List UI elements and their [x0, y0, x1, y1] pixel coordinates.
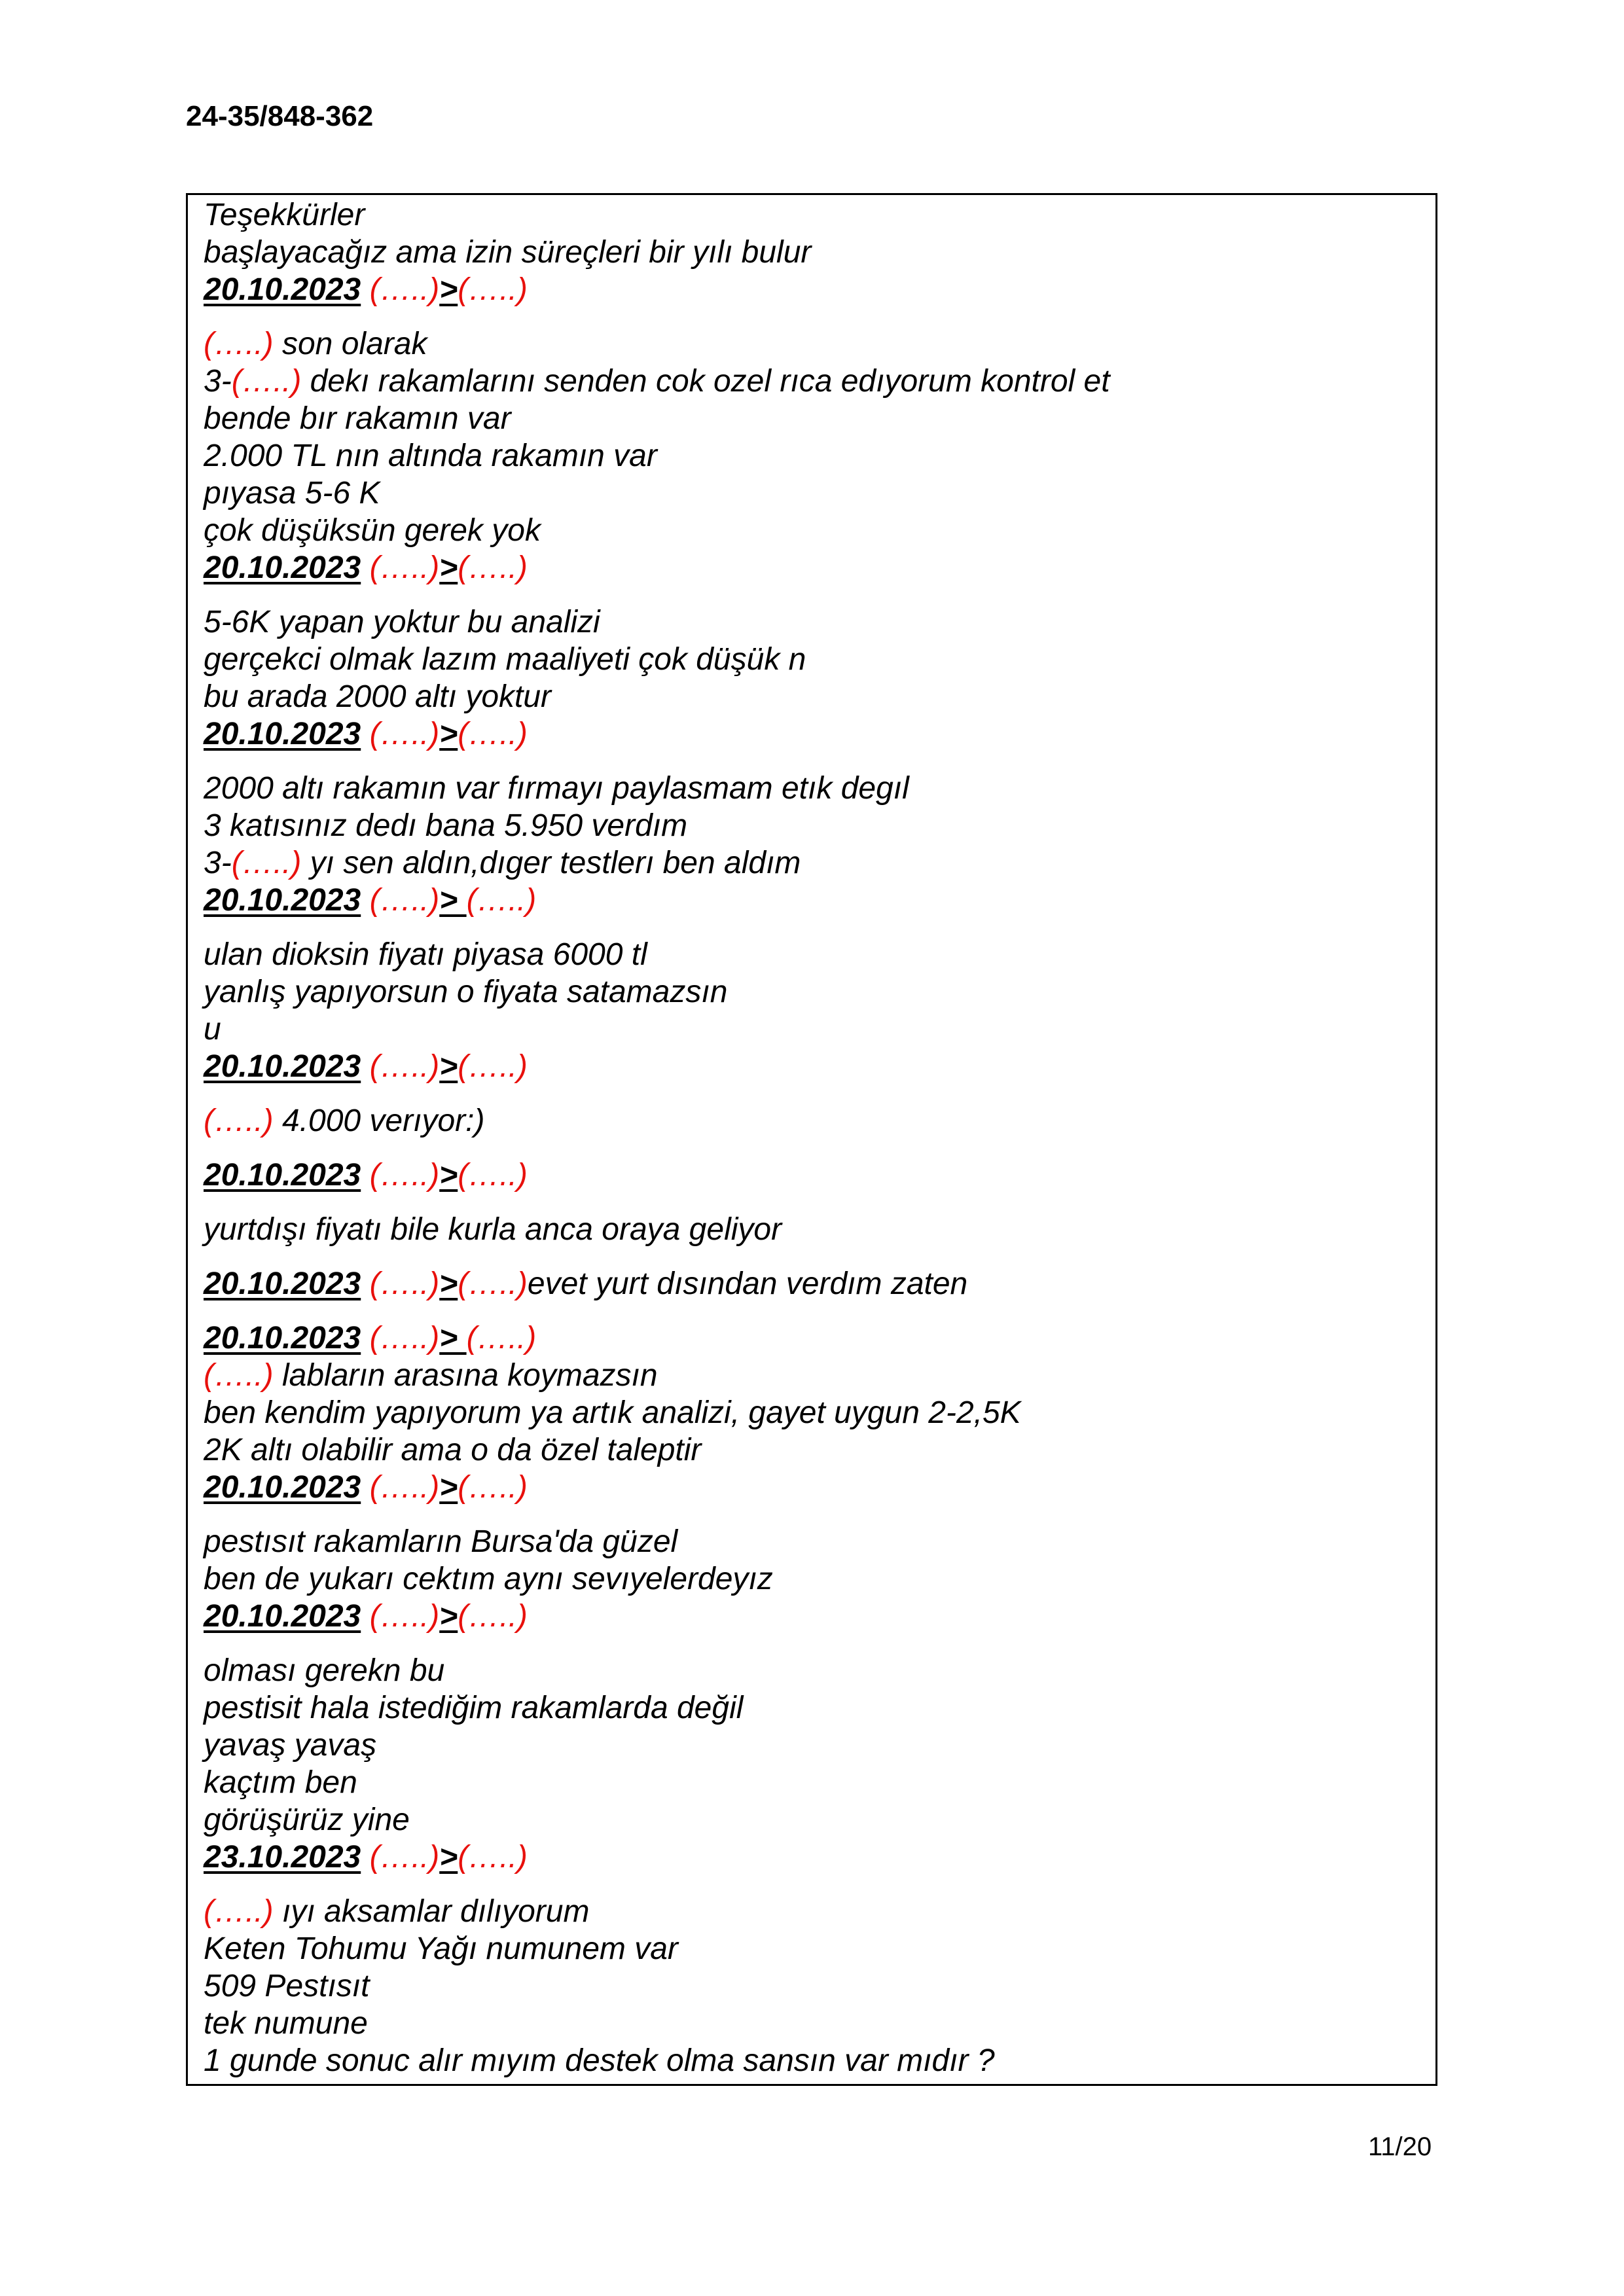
- message-header-line: [204, 715, 528, 753]
- message-text-line: [204, 2005, 368, 2043]
- message-date: 20.10.2023: [204, 1266, 361, 1301]
- message-text: pıyasa 5-6 K: [204, 476, 380, 511]
- message-text: 3-: [204, 364, 232, 399]
- message-text: çok düşüksün gerek yok: [204, 513, 541, 548]
- message-date: 23.10.2023: [204, 1840, 361, 1874]
- direction-arrow: >: [439, 272, 458, 307]
- message-text: bu arada 2000 altı yoktur: [204, 679, 552, 714]
- message-text: kaçtım ben: [204, 1765, 357, 1800]
- message-date: 20.10.2023: [204, 883, 361, 918]
- message-text-line: [204, 1893, 589, 1931]
- message-text: ıyı aksamlar dılıyorum: [273, 1894, 590, 1929]
- message-text: 2.000 TL nın altında rakamın var: [204, 439, 657, 473]
- message-text-line: [204, 1560, 773, 1598]
- redacted-name: (…..): [369, 1158, 440, 1193]
- message-text-line: [204, 1689, 743, 1727]
- direction-arrow: >: [439, 1158, 458, 1193]
- message-text-line: [204, 1764, 357, 1802]
- message-text-line: [204, 1102, 484, 1140]
- redacted-name: (…..): [458, 550, 528, 585]
- redacted-name: (…..): [458, 1049, 528, 1084]
- redacted-name: (…..): [204, 327, 274, 361]
- message-text: yavaş yavaş: [204, 1728, 377, 1763]
- message-text: ulan dioksin fiyatı piyasa 6000 tl: [204, 937, 647, 972]
- message-text-line: [204, 1211, 782, 1249]
- message-text: 2K altı olabilir ama o da özel taleptir: [204, 1433, 702, 1467]
- message-text-line: [204, 1967, 369, 2005]
- direction-arrow: >: [439, 1049, 458, 1084]
- message-text: [361, 1321, 369, 1355]
- redacted-name: (…..): [369, 272, 440, 307]
- redacted-name: (…..): [369, 1599, 440, 1634]
- message-date: 20.10.2023: [204, 1470, 361, 1505]
- message-text: 3 katısınız dedı bana 5.950 verdım: [204, 808, 688, 843]
- message-text-line: [204, 400, 511, 438]
- message-text: [361, 1599, 369, 1634]
- message-date: 20.10.2023: [204, 717, 361, 751]
- message-text: başlayacağız ama izin süreçleri bir yılı bulur: [204, 235, 812, 270]
- message-text-line: [204, 363, 1110, 401]
- redacted-name: (…..): [369, 1266, 440, 1301]
- message-text: yı sen aldın,dıger testlerı ben aldım: [301, 846, 801, 880]
- message-text-line: [204, 641, 806, 679]
- message-date: 20.10.2023: [204, 1321, 361, 1355]
- message-header-line: [204, 1598, 528, 1636]
- redacted-name: (…..): [369, 1321, 440, 1355]
- message-text-line: [204, 807, 687, 845]
- message-text: 509 Pestısıt: [204, 1969, 370, 2003]
- redacted-name: (…..): [458, 717, 528, 751]
- direction-arrow: >: [439, 717, 458, 751]
- direction-arrow: >: [439, 1599, 458, 1634]
- message-text-line: [204, 1357, 658, 1395]
- message-log-box: [186, 193, 1437, 2086]
- message-date: 20.10.2023: [204, 1599, 361, 1634]
- message-date: 20.10.2023: [204, 1158, 361, 1193]
- message-text: [361, 272, 369, 307]
- message-text-line: [204, 1011, 221, 1049]
- message-text: 3-: [204, 846, 232, 880]
- message-text-line: [204, 1394, 1021, 1432]
- direction-arrow: >: [439, 1266, 458, 1301]
- message-text-line: [204, 1523, 677, 1561]
- direction-arrow: >: [439, 550, 458, 585]
- redacted-name: (…..): [458, 1158, 528, 1193]
- message-text-line: [204, 437, 657, 475]
- message-text: yurtdışı fiyatı bile kurla anca oraya geliyor: [204, 1212, 782, 1247]
- message-text: ben de yukarı cektım aynı sevıyelerdeyız: [204, 1562, 773, 1596]
- message-text: [361, 1158, 369, 1193]
- message-text: u: [204, 1012, 221, 1047]
- message-text-line: [204, 844, 801, 882]
- redacted-name: (…..): [369, 883, 440, 918]
- message-header-line: [204, 1839, 528, 1876]
- redacted-name: (…..): [369, 717, 440, 751]
- redacted-name: (…..): [458, 1599, 528, 1634]
- message-text-line: [204, 196, 365, 234]
- message-text: [361, 1266, 369, 1301]
- redacted-name: (…..): [369, 1840, 440, 1874]
- direction-arrow: >: [439, 883, 467, 918]
- redacted-name: (…..): [458, 1840, 528, 1874]
- message-text-line: [204, 973, 727, 1011]
- direction-arrow: >: [439, 1470, 458, 1505]
- message-header-line: [204, 882, 536, 920]
- message-text: labların arasına koymazsın: [273, 1358, 658, 1393]
- redacted-name: (…..): [458, 272, 528, 307]
- message-text: bende bır rakamın var: [204, 401, 511, 436]
- message-text: görüşürüz yine: [204, 1803, 410, 1837]
- message-text: pestisit hala istediğim rakamlarda değil: [204, 1691, 744, 1725]
- redacted-name: (…..): [204, 1103, 274, 1138]
- message-text: 4.000 verıyor:): [273, 1103, 485, 1138]
- message-text: 5-6K yapan yoktur bu analizi: [204, 605, 600, 639]
- message-text-line: [204, 2042, 995, 2080]
- message-text: ben kendim yapıyorum ya artık analizi, gayet uygun 2-2,5K: [204, 1395, 1021, 1430]
- message-text: [361, 1470, 369, 1505]
- message-text-line: [204, 1930, 678, 1968]
- message-header-line: [204, 1469, 528, 1507]
- message-text: Teşekkürler: [204, 198, 365, 232]
- message-text-line: [204, 1801, 410, 1839]
- page-number: 11/20: [1368, 2132, 1432, 2161]
- message-text: gerçekci olmak lazım maaliyeti çok düşük n: [204, 642, 806, 677]
- message-text: [361, 1049, 369, 1084]
- message-text: tek numune: [204, 2006, 368, 2041]
- message-header-line: [204, 1265, 967, 1303]
- message-text-line: [204, 936, 647, 974]
- message-text-line: [204, 1652, 444, 1690]
- message-text: pestısıt rakamların Bursa'da güzel: [204, 1524, 678, 1559]
- message-date: 20.10.2023: [204, 272, 361, 307]
- message-header-line: [204, 1157, 528, 1194]
- message-text: 1 gunde sonuc alır mıyım destek olma sansın var mıdır ?: [204, 2043, 995, 2078]
- message-text: 2000 altı rakamın var fırmayı paylasmam etık degıl: [204, 771, 909, 806]
- message-text-line: [204, 1431, 701, 1469]
- redacted-name: (…..): [458, 1266, 528, 1301]
- message-text-line: [204, 603, 600, 641]
- message-text-line: [204, 234, 811, 272]
- message-text: evet yurt dısından verdım zaten: [527, 1266, 968, 1301]
- message-text: [361, 550, 369, 585]
- message-text: Keten Tohumu Yağı numunem var: [204, 1931, 678, 1966]
- message-text: olması gerekn bu: [204, 1653, 445, 1688]
- redacted-name: (…..): [204, 1358, 274, 1393]
- redacted-name: (…..): [369, 1049, 440, 1084]
- message-date: 20.10.2023: [204, 550, 361, 585]
- redacted-name: (…..): [458, 1470, 528, 1505]
- message-header-line: [204, 1319, 536, 1357]
- message-text: yanlış yapıyorsun o fiyata satamazsın: [204, 975, 728, 1009]
- redacted-name: (…..): [369, 1470, 440, 1505]
- message-text: [361, 717, 369, 751]
- redacted-name: (…..): [466, 883, 537, 918]
- redacted-name: (…..): [369, 550, 440, 585]
- message-header-line: [204, 271, 528, 309]
- redacted-name: (…..): [231, 846, 302, 880]
- message-text-line: [204, 325, 427, 363]
- direction-arrow: >: [439, 1840, 458, 1874]
- message-text-line: [204, 475, 380, 512]
- message-text: [361, 883, 369, 918]
- direction-arrow: >: [439, 1321, 467, 1355]
- message-text: [361, 1840, 369, 1874]
- message-text-line: [204, 770, 909, 808]
- message-header-line: [204, 549, 528, 587]
- message-text: son olarak: [273, 327, 427, 361]
- message-date: 20.10.2023: [204, 1049, 361, 1084]
- message-text-line: [204, 512, 541, 550]
- redacted-name: (…..): [466, 1321, 537, 1355]
- document-number: 24-35/848-362: [186, 100, 374, 132]
- redacted-name: (…..): [204, 1894, 274, 1929]
- message-text-line: [204, 1727, 376, 1765]
- message-text: dekı rakamlarını senden cok ozel rıca edıyorum kontrol et: [301, 364, 1110, 399]
- message-text-line: [204, 678, 551, 716]
- redacted-name: (…..): [231, 364, 302, 399]
- message-header-line: [204, 1048, 528, 1086]
